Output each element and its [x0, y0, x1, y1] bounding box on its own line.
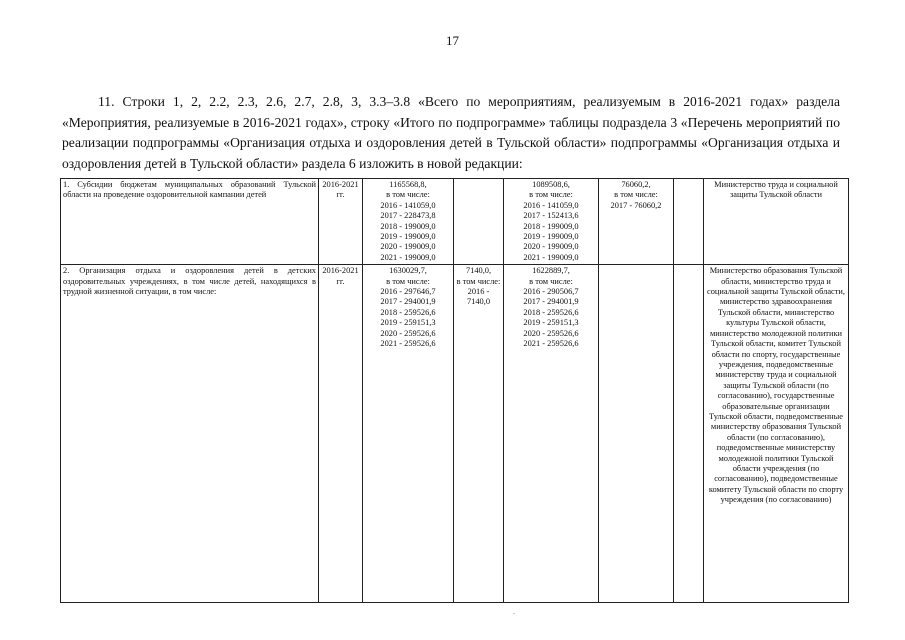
regional-funding-cell-amount: 1622889,7, [532, 266, 570, 276]
table-row [61, 265, 849, 603]
total-funding-cell-year-amount: 2018 - 259526,6 [380, 307, 436, 317]
period-cell: 2016-2021 гг. [319, 179, 363, 265]
total-funding-cell-including-label: в том числе: [386, 190, 430, 200]
regional-funding-cell-year-amount: 2016 - 290506,7 [523, 287, 579, 297]
other-funding-cell [674, 265, 704, 603]
total-funding-cell-year-amount: 2019 - 199009,0 [380, 232, 436, 242]
municipal-funding-cell [599, 265, 674, 603]
footer-mark: . [513, 607, 515, 616]
responsible-cell: Министерство образования Тульской области, министерство труда и социальной защиты Тульской области, министерство здравоохранения Тульской области, министерство культуры Тульской области, министерство молодежной политики Тульской области, комитет Тульской области по спорту, государственные учреждения, подведомственные министерству труда и социальной защиты Тульской области (по согласованию), государственные образовательные организации Тульской области, подведомственные министерству образования Тульской области (по согласованию), подведомственные министерству молодежной политики Тульской области учреждения (по согласованию), подведомственные комитету Тульской области по спорту учреждения (по согласованию) [704, 265, 849, 603]
regional-funding-cell-year-amount: 2021 - 199009,0 [523, 252, 579, 262]
regional-funding-cell-year-amount: 2021 - 259526,6 [523, 339, 579, 349]
regional-funding-cell-amount: 1089508,6, [532, 180, 570, 189]
regional-funding-cell-year-amount: 2017 - 294001,9 [523, 297, 579, 307]
municipal-funding-cell-amount: 76060,2, [621, 180, 651, 189]
total-funding-cell-year-amount: 2019 - 259151,3 [380, 318, 436, 328]
intro-paragraph: 11. Строки 1, 2, 2.2, 2.3, 2.6, 2.7, 2.8, 3, 3.3–3.8 «Всего по мероприятиям, реализуемым в 2016-2021 годах» раздела «Мероприятия, реализуемые в 2016-2021 годах», строку «Итого по подпрограмме» таблицы подраздела 3 «Перечень мероприятий по реализации подпрограммы «Организация отдыха и оздоровления детей в Тульской области» подпрограммы «Организация отдыха и оздоровления детей в Тульской области» раздела 6 изложить в новой редакции: [62, 94, 840, 171]
federal-funding-cell [454, 265, 504, 603]
regional-funding-cell [504, 179, 599, 265]
total-funding-cell-year-amount: 2021 - 199009,0 [380, 252, 436, 262]
responsible-cell: Министерство труда и социальной защиты Тульской области [704, 179, 849, 265]
total-funding-cell [363, 265, 454, 603]
regional-funding-cell-year-amount: 2020 - 199009,0 [523, 242, 579, 252]
other-funding-cell [674, 179, 704, 265]
period-cell: 2016-2021 гг. [319, 265, 363, 603]
federal-funding-cell-amount: 7140,0, [465, 266, 492, 276]
regional-funding-cell-year-amount: 2019 - 199009,0 [523, 232, 579, 242]
municipal-funding-cell [599, 179, 674, 265]
total-funding-cell-year-amount: 2016 - 297646,7 [380, 287, 436, 297]
total-funding-cell-year-amount: 2018 - 199009,0 [380, 221, 436, 231]
total-funding-cell-year-amount: 2017 - 294001,9 [380, 297, 436, 307]
total-funding-cell-year-amount: 2016 - 141059,0 [380, 200, 436, 210]
page-number: 17 [446, 33, 459, 48]
regional-funding-cell [504, 265, 599, 603]
total-funding-cell-year-amount: 2017 - 228473,8 [380, 211, 436, 221]
total-funding-cell-year-amount: 2020 - 259526,6 [380, 328, 436, 338]
federal-funding-cell [454, 179, 504, 265]
regional-funding-cell-year-amount: 2018 - 259526,6 [523, 307, 579, 317]
total-funding-cell-amount: 1630029,7, [389, 266, 427, 276]
activity-name-cell: 1. Субсидии бюджетам муниципальных образований Тульской области на проведение оздоровительной кампании детей [61, 179, 319, 265]
municipal-funding-cell-year-amount: 2017 - 76060,2 [610, 200, 662, 210]
regional-funding-cell-including-label: в том числе: [529, 276, 573, 286]
federal-funding-cell-year-amount: 2016 - 7140,0 [466, 287, 491, 307]
regional-funding-cell-year-amount: 2016 - 141059,0 [523, 200, 579, 210]
activities-table [60, 178, 849, 603]
regional-funding-cell-year-amount: 2019 - 259151,3 [523, 318, 579, 328]
total-funding-cell-year-amount: 2020 - 199009,0 [380, 242, 436, 252]
total-funding-cell [363, 179, 454, 265]
table-row [61, 179, 849, 265]
regional-funding-cell-year-amount: 2018 - 199009,0 [523, 221, 579, 231]
federal-funding-cell-including-label: в том числе: [456, 276, 501, 286]
regional-funding-cell-year-amount: 2020 - 259526,6 [523, 328, 579, 338]
regional-funding-cell-year-amount: 2017 - 152413,6 [523, 211, 579, 221]
municipal-funding-cell-including-label: в том числе: [614, 190, 658, 200]
total-funding-cell-including-label: в том числе: [386, 276, 430, 286]
total-funding-cell-year-amount: 2021 - 259526,6 [380, 339, 436, 349]
regional-funding-cell-including-label: в том числе: [529, 190, 573, 200]
activity-name-cell: 2. Организация отдыха и оздоровления детей в детских оздоровительных учреждениях, в том числе детей, находящихся в трудной жизненной ситуации, в том числе: [61, 265, 319, 603]
total-funding-cell-amount: 1165568,8, [389, 180, 427, 189]
